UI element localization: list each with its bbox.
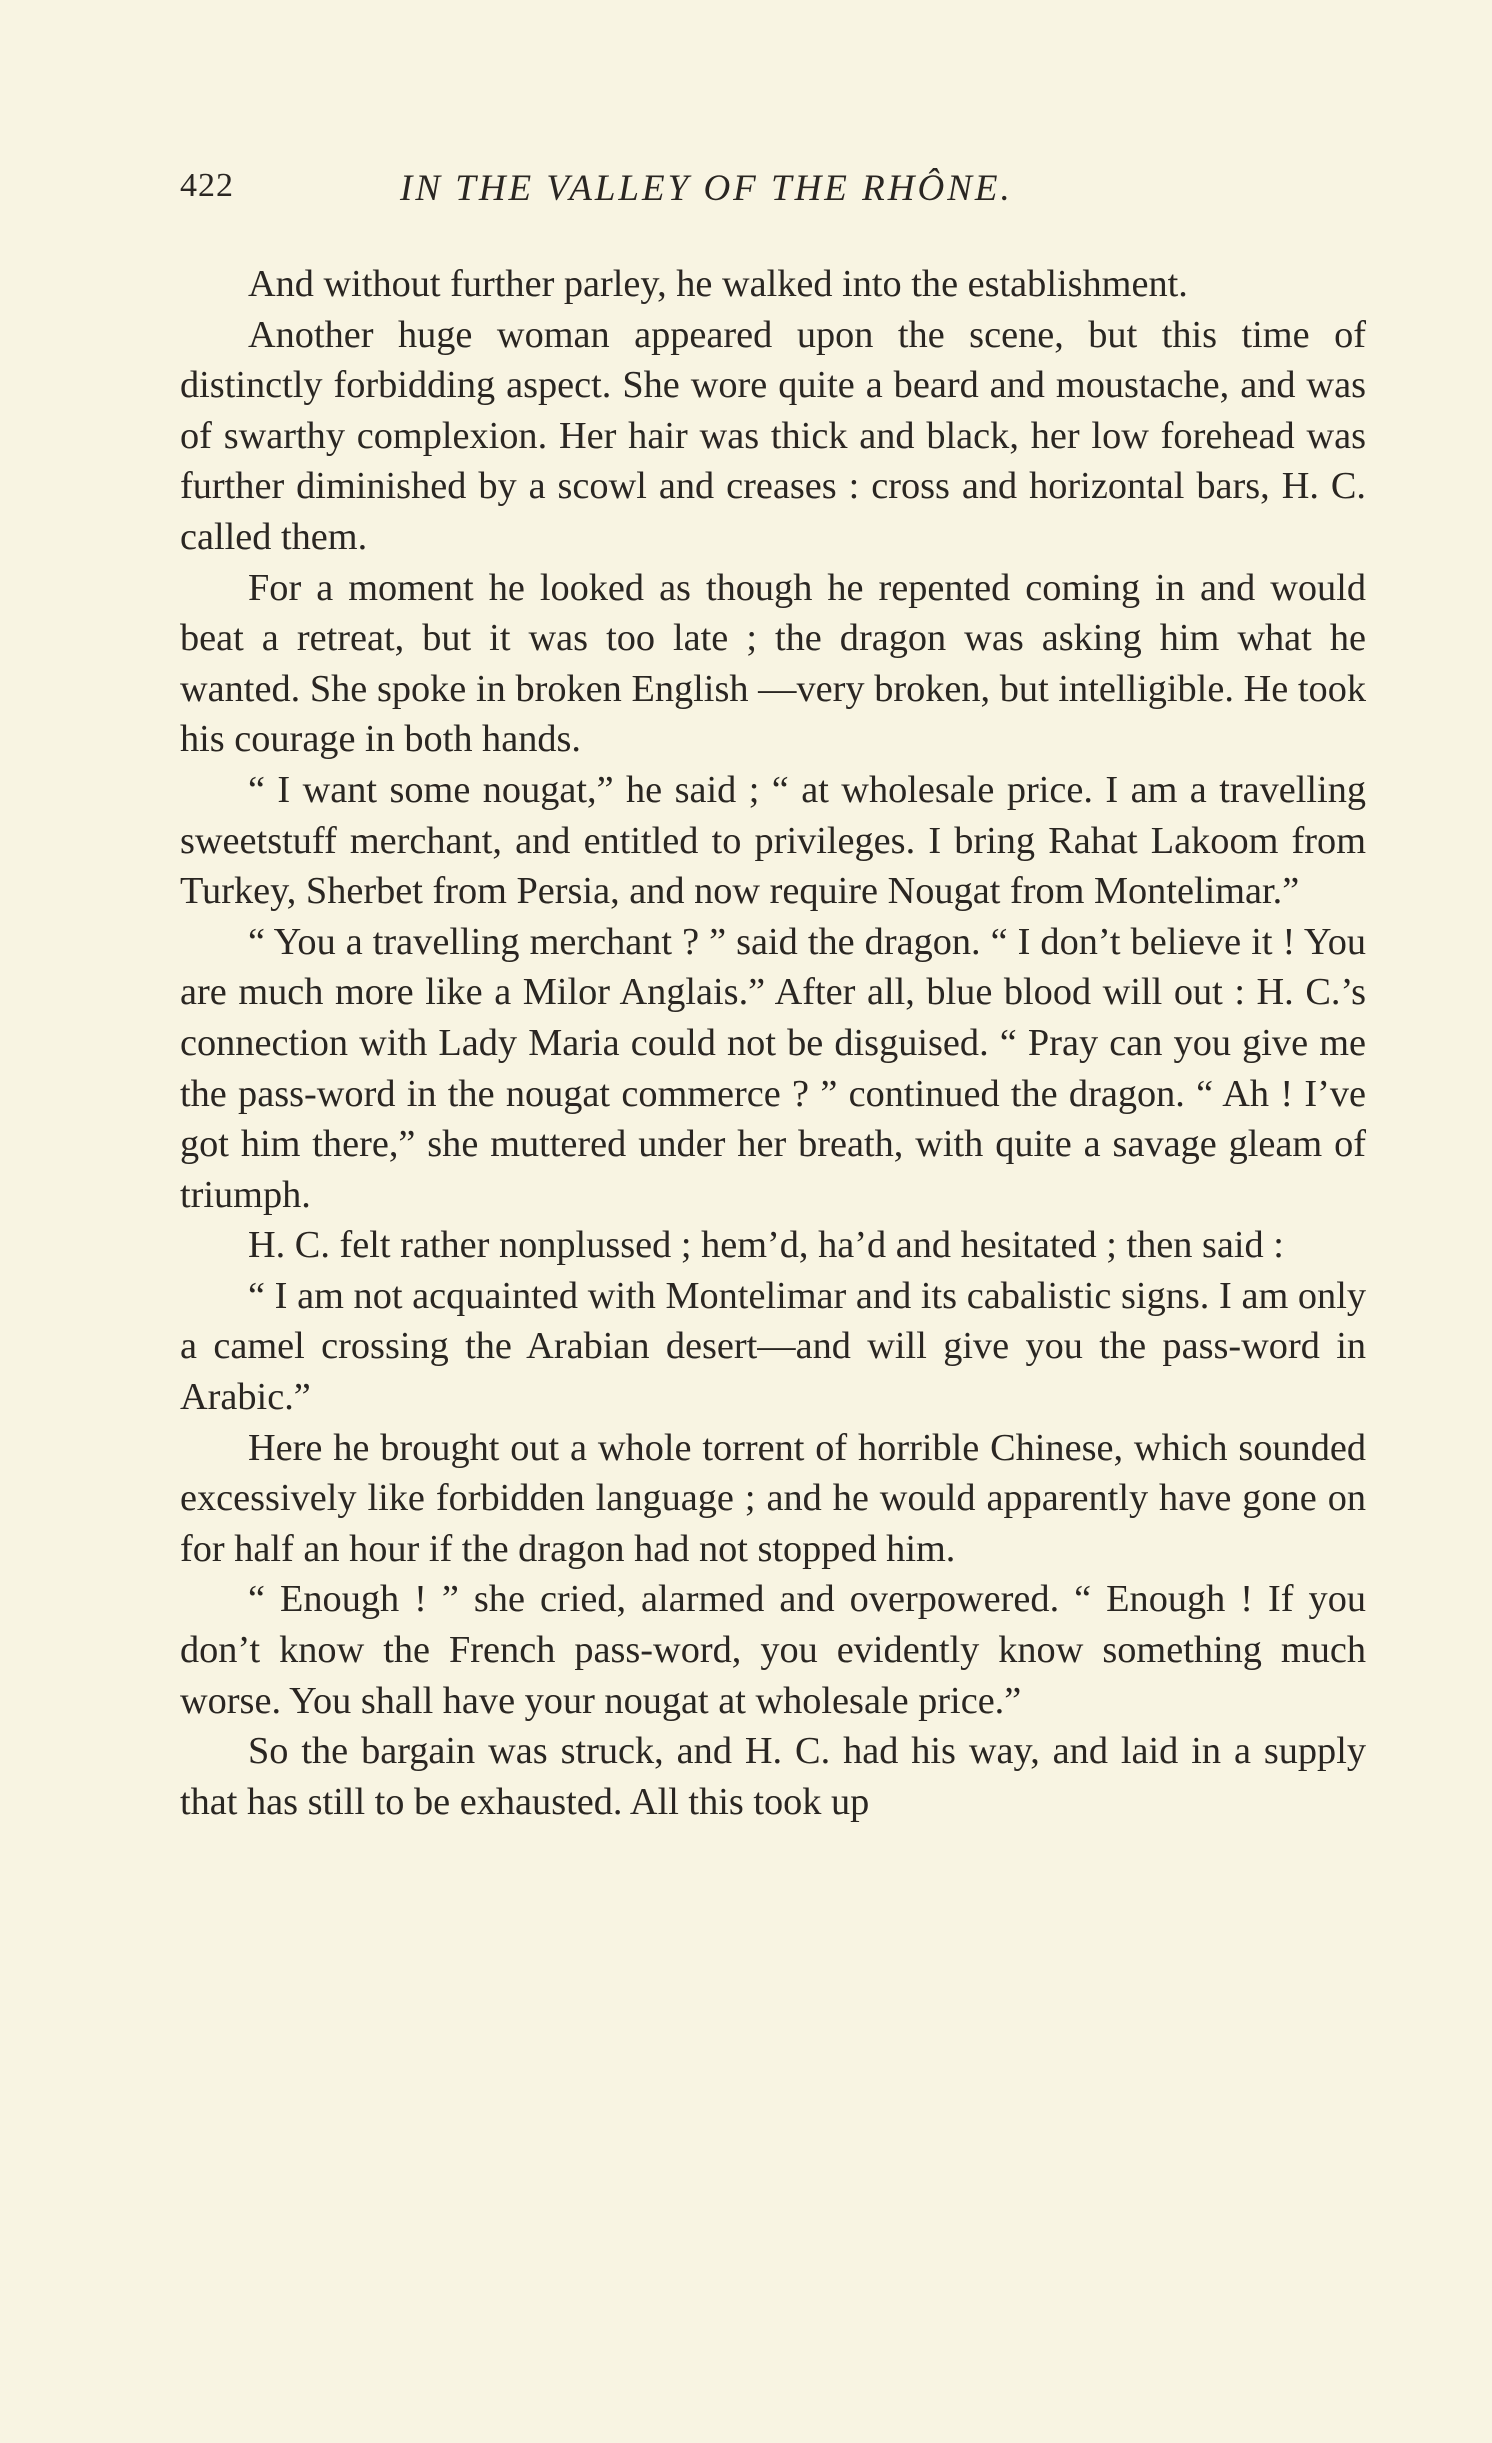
- paragraph: “ Enough ! ” she cried, alarmed and overpowered. “ Enough ! If you don’t know the French pass-word, you evidently know something much worse. You shall have your nougat at wholesale price.”: [180, 1578, 1366, 1722]
- running-title: IN THE VALLEY OF THE RHÔNE.: [400, 168, 1013, 209]
- running-head: [180, 167, 1366, 217]
- paragraph: Another huge woman appeared upon the scene, but this time of distinctly forbidding aspect. She wore quite a beard and moustache, and was of swarthy complexion. Her hair was thick and black, her low forehead was further diminished by a scowl and creases : cross and horizontal bars, H. C. called them.: [180, 313, 1366, 558]
- paragraph: “ I want some nougat,” he said ; “ at wholesale price. I am a travelling sweetstuff merchant, and entitled to privileges. I bring Rahat Lakoom from Turkey, Sherbet from Persia, and now require Nougat from Montelimar.”: [180, 768, 1366, 913]
- body-text: [180, 259, 1366, 1827]
- page-number: 422: [180, 167, 234, 204]
- paragraph: H. C. felt rather nonplussed ; hem’d, ha’d and hesitated ; then said :: [248, 1224, 1284, 1267]
- paragraph: “ You a travelling merchant ? ” said the dragon. “ I don’t believe it ! You are much more like a Milor Anglais.” After all, blue blood will out : H. C.’s connection with Lady Maria could not be disguised. “ Pray can you give me the pass-word in the nougat commerce ? ” continued the dragon. “ Ah ! I’ve got him there,” she muttered under her breath, with quite a savage gleam of triumph.: [180, 920, 1366, 1216]
- paragraph: And without further parley, he walked into the establishment.: [248, 263, 1188, 305]
- paragraph: For a moment he looked as though he repented coming in and would beat a retreat, but it was too late ; the dragon was asking him what he wanted. She spoke in broken English —very broken, but intelligible. He took his courage in both hands.: [180, 566, 1366, 761]
- paragraph: Here he brought out a whole torrent of horrible Chinese, which sounded excessively like forbidden language ; and he would apparently have gone on for half an hour if the dragon had not stopped him.: [180, 1426, 1366, 1570]
- paragraph: “ I am not acquainted with Montelimar and its cabalistic signs. I am only a camel crossing the Arabian desert—and will give you the pass-word in Arabic.”: [180, 1274, 1366, 1419]
- paragraph: So the bargain was struck, and H. C. had his way, and laid in a supply that has still to be exhausted. All this took up: [180, 1730, 1366, 1823]
